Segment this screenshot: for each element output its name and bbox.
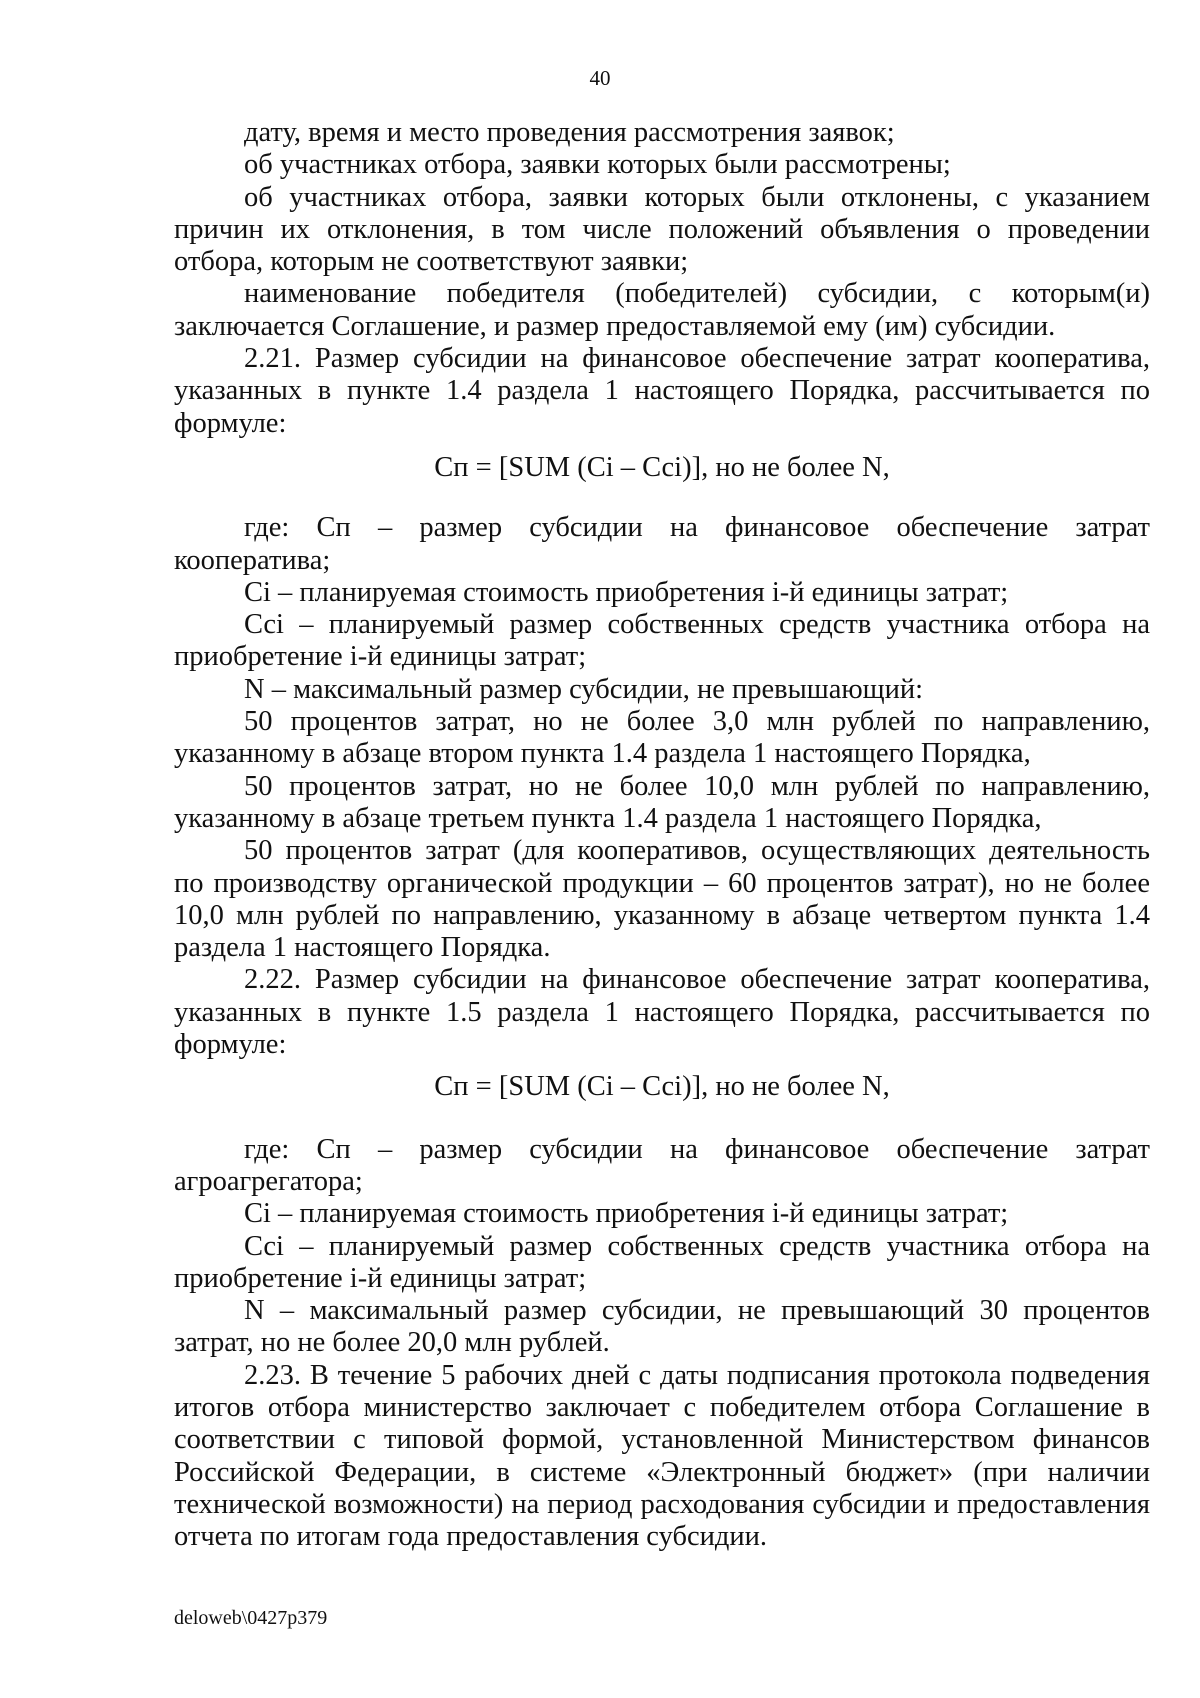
paragraph: N – максимальный размер субсидии, не превышающий 30 процентов затрат, но не более 20,0 млн рублей. [174, 1295, 1150, 1359]
document-code-footer: deloweb\0427p379 [174, 1607, 328, 1629]
paragraph: Сi – планируемая стоимость приобретения i-й единицы затрат; [244, 576, 1009, 608]
paragraph: 50 процентов затрат (для кооперативов, осуществляющих деятельность по производству органической продукции – 60 процентов затрат), но не более 10,0 млн рублей по направлению, указанному в абзаце четвертом пункта 1.4 раздела 1 настоящего Порядка. [174, 835, 1150, 964]
paragraph: об участниках отбора, заявки которых были отклонены, с указанием причин их отклонения, в том числе положений объявления о проведении отбора, которым не соответствуют заявки; [174, 181, 1150, 278]
paragraph: где: Сп – размер субсидии на финансовое обеспечение затрат кооператива; [174, 512, 1150, 576]
document-body [174, 117, 1150, 1553]
paragraph: 50 процентов затрат, но не более 10,0 млн рублей по направлению, указанному в абзаце третьем пункта 1.4 раздела 1 настоящего Порядка, [174, 770, 1150, 834]
paragraph: 50 процентов затрат, но не более 3,0 млн рублей по направлению, указанному в абзаце втором пункта 1.4 раздела 1 настоящего Порядка, [174, 706, 1150, 770]
paragraph: Ссi – планируемый размер собственных средств участника отбора на приобретение i-й единицы затрат; [174, 1230, 1150, 1294]
paragraph: об участниках отбора, заявки которых были рассмотрены; [244, 149, 951, 181]
paragraph: где: Сп – размер субсидии на финансовое обеспечение затрат агроагрегатора; [174, 1133, 1150, 1197]
paragraph: 2.21. Размер субсидии на финансовое обеспечение затрат кооператива, указанных в пункте 1.4 раздела 1 настоящего Порядка, рассчитывается по формуле: [174, 343, 1150, 439]
paragraph: Сi – планируемая стоимость приобретения i-й единицы затрат; [244, 1198, 1009, 1230]
formula: Сп = [SUM (Сi – Ссi)], но не более N, [434, 1071, 890, 1103]
paragraph: Ссi – планируемый размер собственных средств участника отбора на приобретение i-й единицы затрат; [174, 609, 1150, 673]
page-number: 40 [589, 66, 611, 90]
paragraph: наименование победителя (победителей) субсидии, с которым(и) заключается Соглашение, и размер предоставляемой ему (им) субсидии. [174, 278, 1150, 342]
formula: Сп = [SUM (Сi – Ссi)], но не более N, [434, 451, 890, 483]
paragraph: 2.22. Размер субсидии на финансовое обеспечение затрат кооператива, указанных в пункте 1.5 раздела 1 настоящего Порядка, рассчитывается по формуле: [174, 964, 1150, 1061]
paragraph: дату, время и место проведения рассмотрения заявок; [244, 117, 895, 148]
paragraph: 2.23. В течение 5 рабочих дней с даты подписания протокола подведения итогов отбора министерство заключает с победителем отбора Соглашение в соответствии с типовой формой, установленной Министерством финансов Российской Федерации, в системе «Электронный бюджет» (при наличии технической возможности) на период расходования субсидии и предоставления отчета по итогам года предоставления субсидии. [174, 1359, 1150, 1553]
paragraph: N – максимальный размер субсидии, не превышающий: [244, 673, 924, 705]
